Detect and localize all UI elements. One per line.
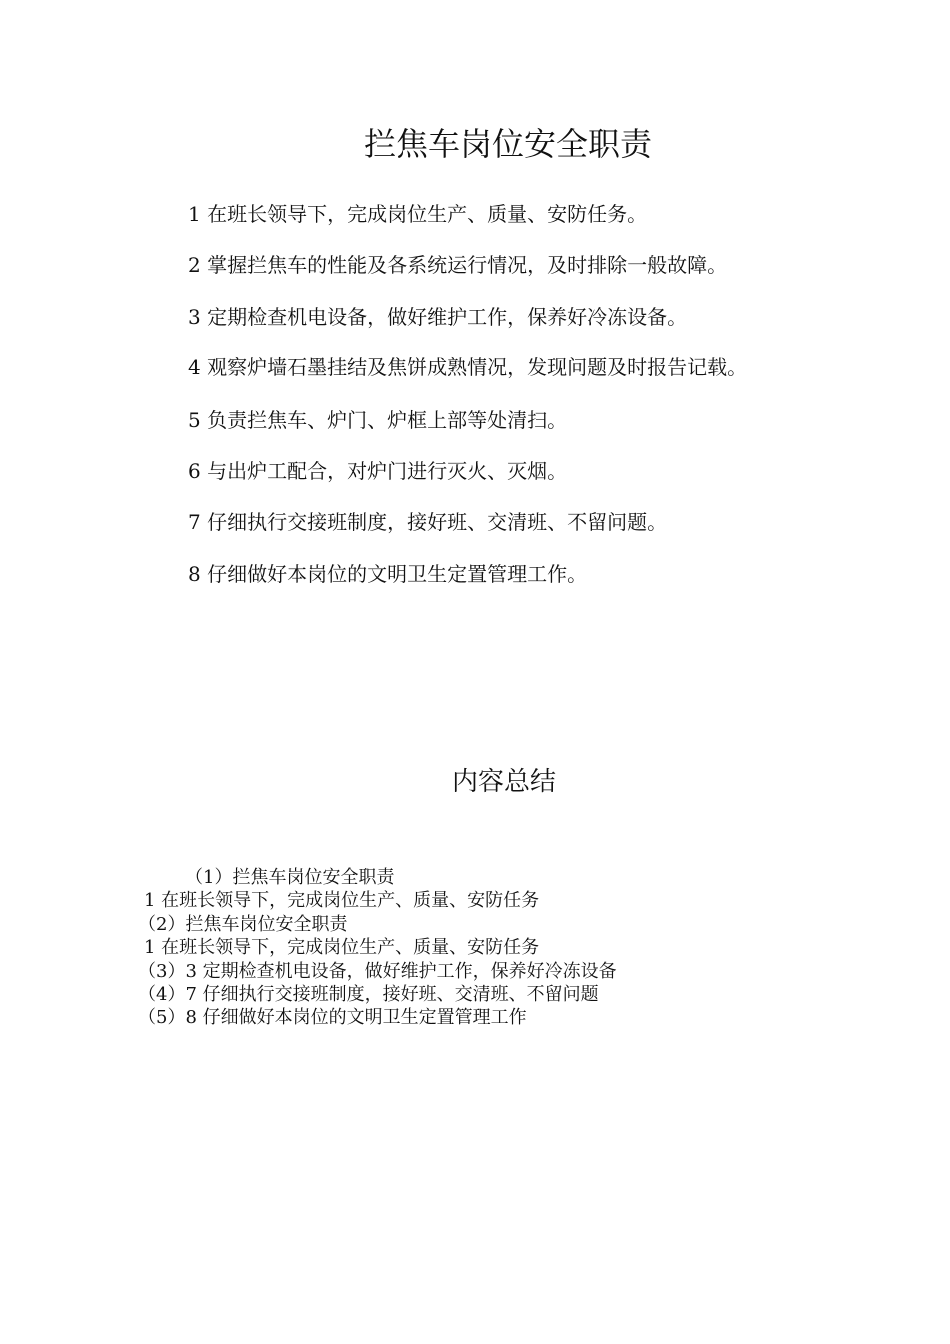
summary-line: （4）7 仔细执行交接班制度，接好班、交清班、不留问题 (138, 984, 599, 1006)
duty-item: 8 仔细做好本岗位的文明卫生定置管理工作。 (188, 561, 588, 586)
summary-line: （2）拦焦车岗位安全职责 (138, 913, 348, 935)
duty-item: 5 负责拦焦车、炉门、炉框上部等处清扫。 (188, 407, 568, 432)
summary-line: （5）8 仔细做好本岗位的文明卫生定置管理工作 (138, 1007, 527, 1029)
duty-item: 1 在班长领导下，完成岗位生产、质量、安防任务。 (188, 202, 648, 226)
summary-line: 1 在班长领导下，完成岗位生产、质量、安防任务 (144, 937, 540, 959)
summary-line: （1）拦焦车岗位安全职责 (185, 867, 395, 888)
summary-title: 内容总结 (451, 767, 556, 797)
summary-list (138, 866, 844, 1030)
duty-item: 2 掌握拦焦车的性能及各系统运行情况，及时排除一般故障。 (188, 253, 728, 278)
duty-item: 3 定期检查机电设备，做好维护工作，保养好冷冻设备。 (188, 304, 688, 329)
document-title: 拦焦车岗位安全职责 (363, 125, 652, 163)
duty-list (144, 197, 804, 608)
summary-line: 1 在班长领导下，完成岗位生产、质量、安防任务 (144, 890, 540, 912)
duty-item: 4 观察炉墙石墨挂结及焦饼成熟情况，发现问题及时报告记载。 (188, 355, 748, 380)
duty-item: 6 与出炉工配合，对炉门进行灭火、灭烟。 (188, 458, 568, 483)
duty-item: 7 仔细执行交接班制度，接好班、交清班、不留问题。 (188, 510, 668, 535)
summary-line: （3）3 定期检查机电设备，做好维护工作，保养好冷冻设备 (138, 960, 617, 982)
